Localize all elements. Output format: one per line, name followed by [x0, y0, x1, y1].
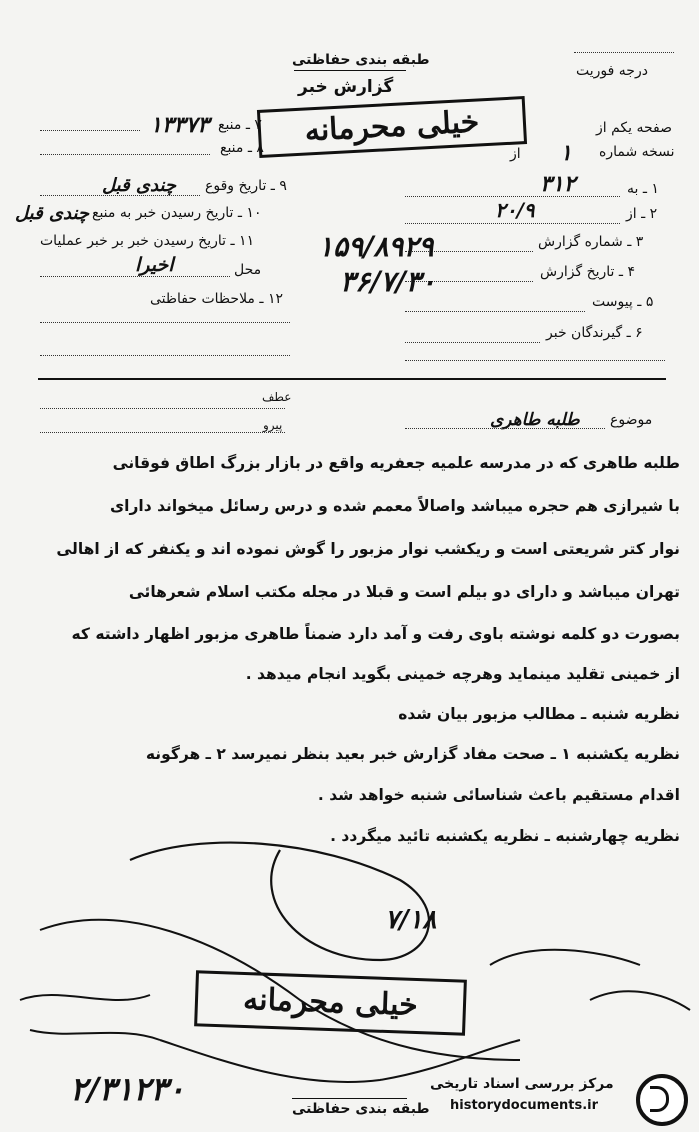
report-number-label: ۳ ـ شماره گزارش: [538, 234, 644, 250]
body-line-2: با شیرازی هم حجره میباشد واصالاً معمم شده و درس رسائل میخواند دارای: [109, 497, 680, 515]
sunday-opinion-line-2: اقدام مستقیم باعث شناسائی شنبه خواهد شد .: [317, 786, 680, 804]
body-line-5: بصورت دو کلمه نوشته باوی رفت و آمد دارد ضمناً طاهری مزبور اظهار داشته که: [71, 625, 680, 643]
classification-bottom-overline: [292, 1098, 407, 1099]
classification-top: طبقه بندی حفاظتی: [292, 52, 430, 68]
body-line-3: نوار کتر شریعتی است و ریکشب نوار مزبور را گوش نموده اند و یکنفر که از اهالی: [56, 540, 680, 558]
body-line-4: تهران میباشد و دارای دو بیلم است و قبلا در مجله مکتب اسلام شعرهائی: [128, 583, 680, 601]
receive-source-value: چندی قبل: [15, 203, 90, 224]
handwritten-archive-number: ۲/۳۱۲۳۰: [70, 1070, 185, 1108]
from-value: ۲۰/۹: [495, 198, 535, 222]
urgency-label: درجه فوریت: [576, 63, 648, 79]
classification-bottom: طبقه بندی حفاظتی: [292, 1101, 430, 1117]
source-label: ۷ ـ منبع: [218, 117, 262, 133]
report-date-label: ۴ ـ تاریخ گزارش: [540, 264, 635, 280]
recipients-label: ۶ ـ گیرندگان خبر: [546, 325, 643, 341]
receive-source-label: ۱۰ ـ تاریخ رسیدن خبر به منبع: [92, 205, 262, 221]
event-date-label: ۹ ـ تاریخ وقوع: [205, 178, 287, 194]
wednesday-opinion: نظریه چهارشنبه ـ نظریه یکشنبه تائید میگردد .: [330, 827, 680, 845]
to-label: ۱ ـ به: [627, 181, 659, 197]
page-label: صفحه یکم از: [596, 120, 673, 136]
handwritten-report-date: ۳۶/۷/۳۰: [340, 265, 436, 298]
attachment-label: ۵ ـ پیوست: [592, 294, 654, 310]
informant-label: ۸ ـ منبع: [220, 140, 264, 156]
watermark-url: historydocuments.ir: [450, 1098, 599, 1113]
receive-ops-label: ۱۱ ـ تاریخ رسیدن خبر بر خبر عملیات: [40, 233, 255, 249]
subject-label: موضوع: [610, 412, 653, 428]
copy-label: نسخه شماره: [599, 144, 675, 160]
body-line-6: از خمینی تقلید مینماید وهرچه خمینی بگوید انجام میدهد .: [245, 665, 680, 683]
report-title: گزارش خبر: [298, 77, 394, 97]
sunday-opinion-line-1: نظریه یکشنبه ۱ ـ صحت مفاد گزارش خبر بعید بنظر نمیرسد ۲ ـ هرگونه: [145, 745, 680, 763]
confidential-stamp-top: خیلی محرمانه: [257, 96, 527, 158]
notes-label: ۱۲ ـ ملاحظات حفاظتی: [150, 291, 283, 307]
follow-up-label: پیرو: [263, 418, 283, 432]
to-value: ۳۱۲: [540, 171, 576, 197]
receive-ops-value: اخیرا: [135, 254, 174, 276]
watermark-title: مرکز بررسی اسناد تاریخی: [430, 1076, 614, 1092]
location-label: محل: [234, 262, 262, 278]
from-label: ۲ ـ از: [626, 206, 658, 222]
copy-of-label: از: [510, 146, 521, 162]
source-value: ۱۳۳۷۳: [150, 112, 210, 138]
handwritten-report-number: ۱۵۹/۸۹۲۹: [318, 230, 434, 263]
source-opinion: نظریه شنبه ـ مطالب مزبور بیان شده: [398, 705, 680, 723]
reference-label: عطف: [262, 390, 292, 404]
archive-logo-icon: [636, 1074, 688, 1126]
margin-initials: ۷/۱۸: [385, 905, 437, 935]
event-date-value: چندی قبل: [102, 175, 177, 196]
subject-value: طلبه طاهری: [490, 410, 580, 430]
body-line-1: طلبه طاهری که در مدرسه علمیه جعفریه واقع در بازار بزرگ اطاق فوقانی: [112, 454, 680, 472]
confidential-stamp-bottom: خیلی محرمانه: [194, 970, 467, 1035]
copy-value: ۱: [560, 140, 572, 166]
